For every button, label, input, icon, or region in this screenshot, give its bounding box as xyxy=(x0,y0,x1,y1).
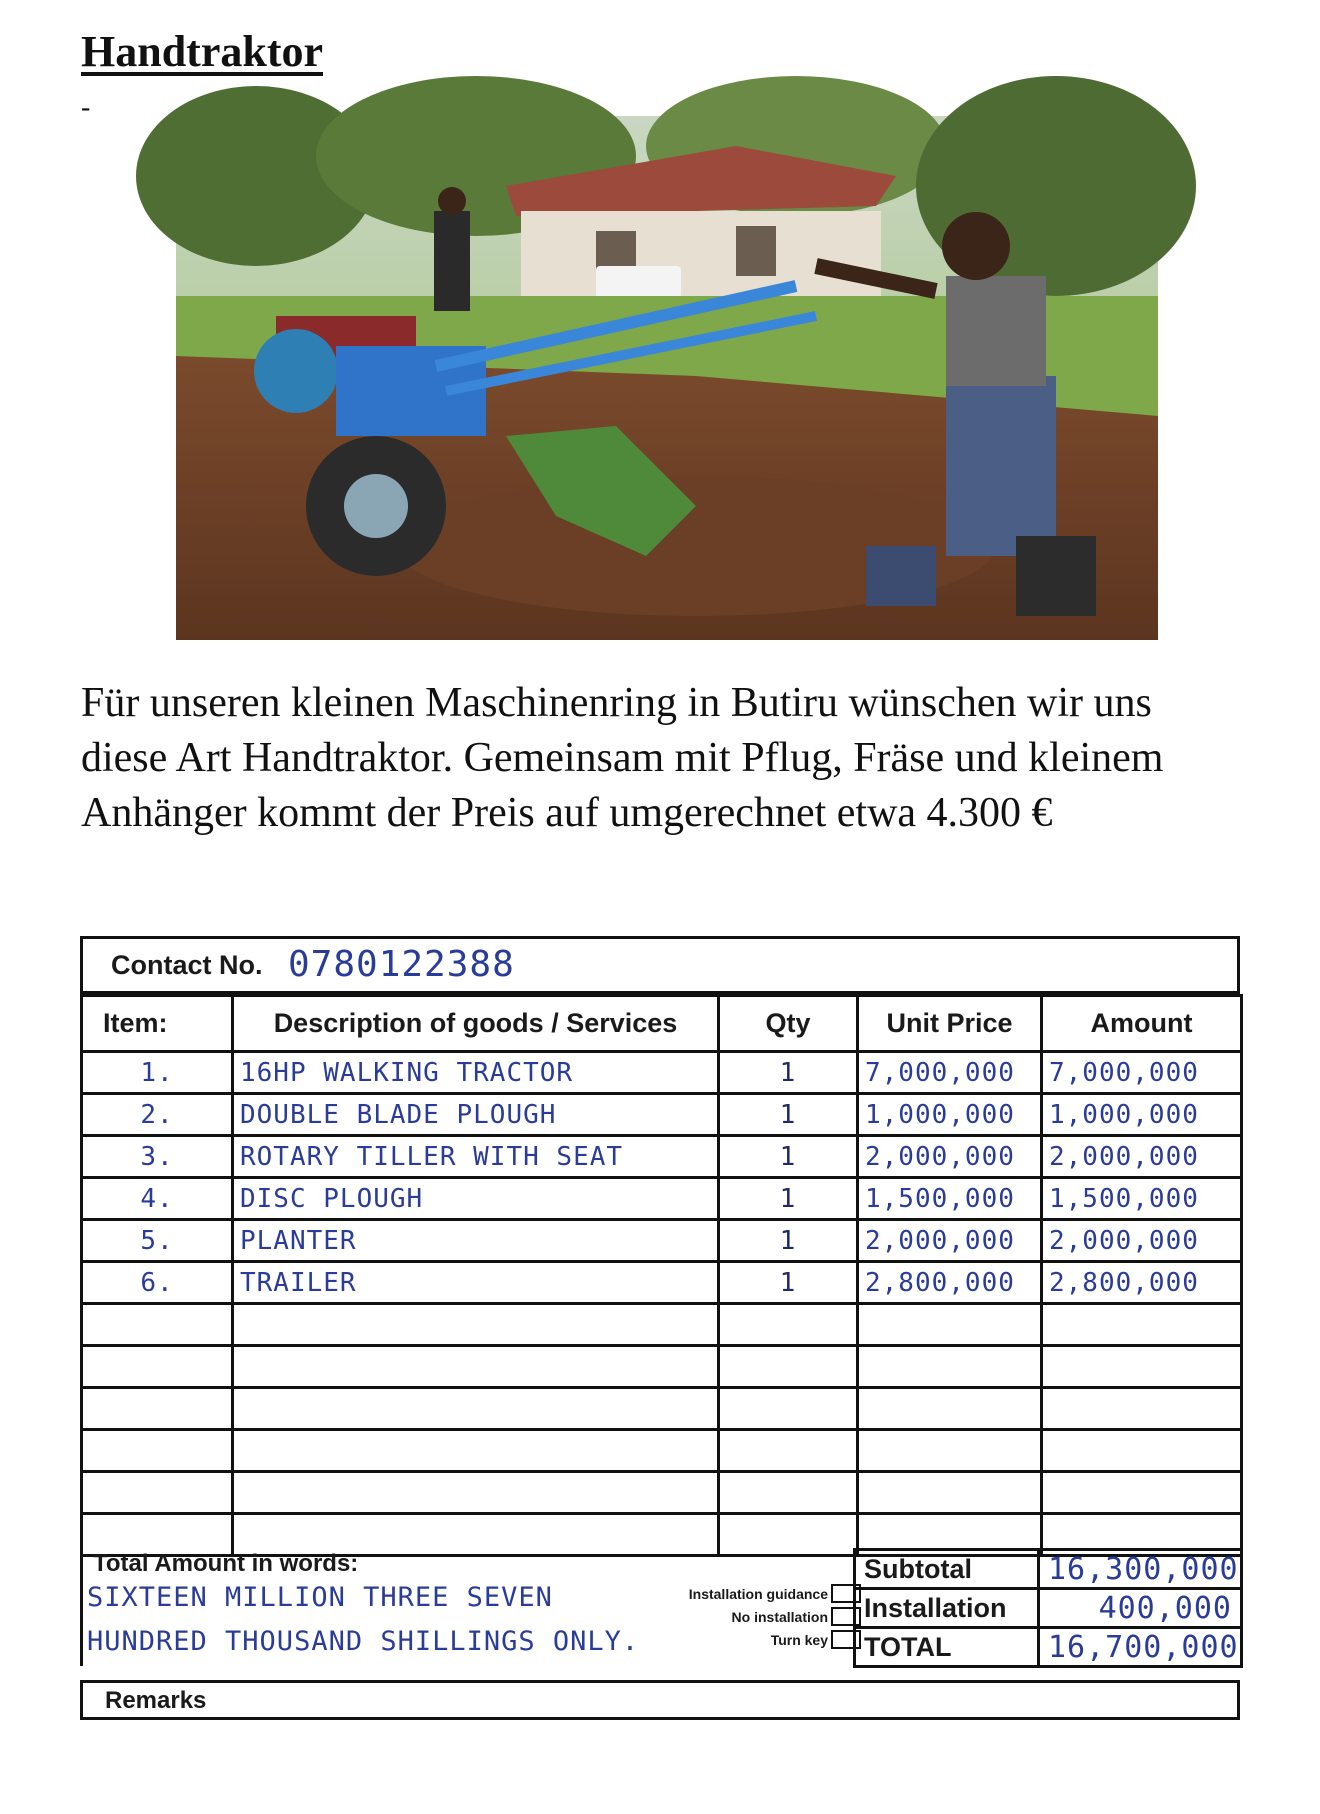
total-label: TOTAL xyxy=(855,1628,1039,1667)
row-item: 6. xyxy=(82,1262,233,1304)
words-label: Total Amount in words: xyxy=(93,1550,359,1577)
items-table xyxy=(80,994,1243,1557)
remarks-label: Remarks xyxy=(105,1687,207,1714)
row-unit-price: 2,000,000 xyxy=(858,1136,1042,1178)
row-unit-price: 1,000,000 xyxy=(858,1094,1042,1136)
installation-guidance-option[interactable] xyxy=(661,1582,861,1605)
table-row xyxy=(82,1220,1242,1262)
table-row xyxy=(82,1178,1242,1220)
blank-row xyxy=(82,1472,1242,1514)
row-description: DOUBLE BLADE PLOUGH xyxy=(233,1094,719,1136)
row-qty: 1 xyxy=(719,1220,858,1262)
tractor-photo xyxy=(176,116,1158,640)
installation-row xyxy=(855,1589,1242,1628)
row-description: ROTARY TILLER WITH SEAT xyxy=(233,1136,719,1178)
turn-key-option[interactable] xyxy=(661,1628,861,1651)
turn-key-label: Turn key xyxy=(770,1631,828,1648)
row-item: 2. xyxy=(82,1094,233,1136)
words-line-1: SIXTEEN MILLION THREE SEVEN xyxy=(87,1582,553,1613)
no-installation-label: No installation xyxy=(731,1608,828,1625)
row-description: DISC PLOUGH xyxy=(233,1178,719,1220)
installation-options xyxy=(661,1582,861,1651)
row-qty: 1 xyxy=(719,1052,858,1094)
subtotal-row xyxy=(855,1550,1242,1589)
blank-row xyxy=(82,1430,1242,1472)
no-installation-option[interactable] xyxy=(661,1605,861,1628)
description-paragraph: Für unseren kleinen Maschinenring in Butiru wünschen wir uns diese Art Handtraktor. Gemeinsam mit Pflug, Fräse und kleinem Anhänger kommt der Preis auf umgerechnet etwa 4.300 € xyxy=(81,680,1164,836)
row-unit-price: 2,000,000 xyxy=(858,1220,1042,1262)
row-qty: 1 xyxy=(719,1094,858,1136)
total-row xyxy=(855,1628,1242,1667)
header-unit-price: Unit Price xyxy=(858,996,1042,1052)
row-description: TRAILER xyxy=(233,1262,719,1304)
contact-row xyxy=(80,936,1240,994)
table-row xyxy=(82,1052,1242,1094)
invoice-scan xyxy=(80,936,1240,1714)
row-description: 16HP WALKING TRACTOR xyxy=(233,1052,719,1094)
words-line-2: HUNDRED THOUSAND SHILLINGS ONLY. xyxy=(87,1626,640,1657)
row-amount: 2,800,000 xyxy=(1042,1262,1242,1304)
header-item: Item: xyxy=(82,996,233,1052)
header-amount: Amount xyxy=(1042,996,1242,1052)
header-description: Description of goods / Services xyxy=(233,996,719,1052)
table-row xyxy=(82,1136,1242,1178)
table-row xyxy=(82,1094,1242,1136)
tractor-photo-illustration xyxy=(176,116,1158,640)
row-unit-price: 2,800,000 xyxy=(858,1262,1042,1304)
installation-value: 400,000 xyxy=(1039,1589,1242,1628)
row-amount: 2,000,000 xyxy=(1042,1136,1242,1178)
row-item: 3. xyxy=(82,1136,233,1178)
blank-row xyxy=(82,1346,1242,1388)
items-header-row xyxy=(82,996,1242,1052)
installation-label: Installation xyxy=(855,1589,1039,1628)
amount-in-words-box xyxy=(80,1548,856,1666)
row-description: PLANTER xyxy=(233,1220,719,1262)
blank-row xyxy=(82,1304,1242,1346)
contact-label: Contact No. xyxy=(111,950,263,980)
row-amount: 2,000,000 xyxy=(1042,1220,1242,1262)
table-row xyxy=(82,1262,1242,1304)
remarks-box xyxy=(80,1680,1240,1720)
row-qty: 1 xyxy=(719,1178,858,1220)
row-item: 4. xyxy=(82,1178,233,1220)
row-qty: 1 xyxy=(719,1262,858,1304)
total-value: 16,700,000 xyxy=(1039,1628,1242,1667)
row-amount: 1,000,000 xyxy=(1042,1094,1242,1136)
contact-value: 0780122388 xyxy=(288,944,515,985)
row-amount: 7,000,000 xyxy=(1042,1052,1242,1094)
header-qty: Qty xyxy=(719,996,858,1052)
row-item: 5. xyxy=(82,1220,233,1262)
row-unit-price: 1,500,000 xyxy=(858,1178,1042,1220)
row-qty: 1 xyxy=(719,1136,858,1178)
row-item: 1. xyxy=(82,1052,233,1094)
subtotal-value: 16,300,000 xyxy=(1039,1550,1242,1589)
row-amount: 1,500,000 xyxy=(1042,1178,1242,1220)
totals-table xyxy=(853,1548,1243,1668)
subtotal-label: Subtotal xyxy=(855,1550,1039,1589)
installation-guidance-label: Installation guidance xyxy=(688,1585,828,1602)
blank-row xyxy=(82,1388,1242,1430)
title-dash: - xyxy=(81,92,91,123)
document-title: Handtraktor xyxy=(81,27,323,76)
row-unit-price: 7,000,000 xyxy=(858,1052,1042,1094)
